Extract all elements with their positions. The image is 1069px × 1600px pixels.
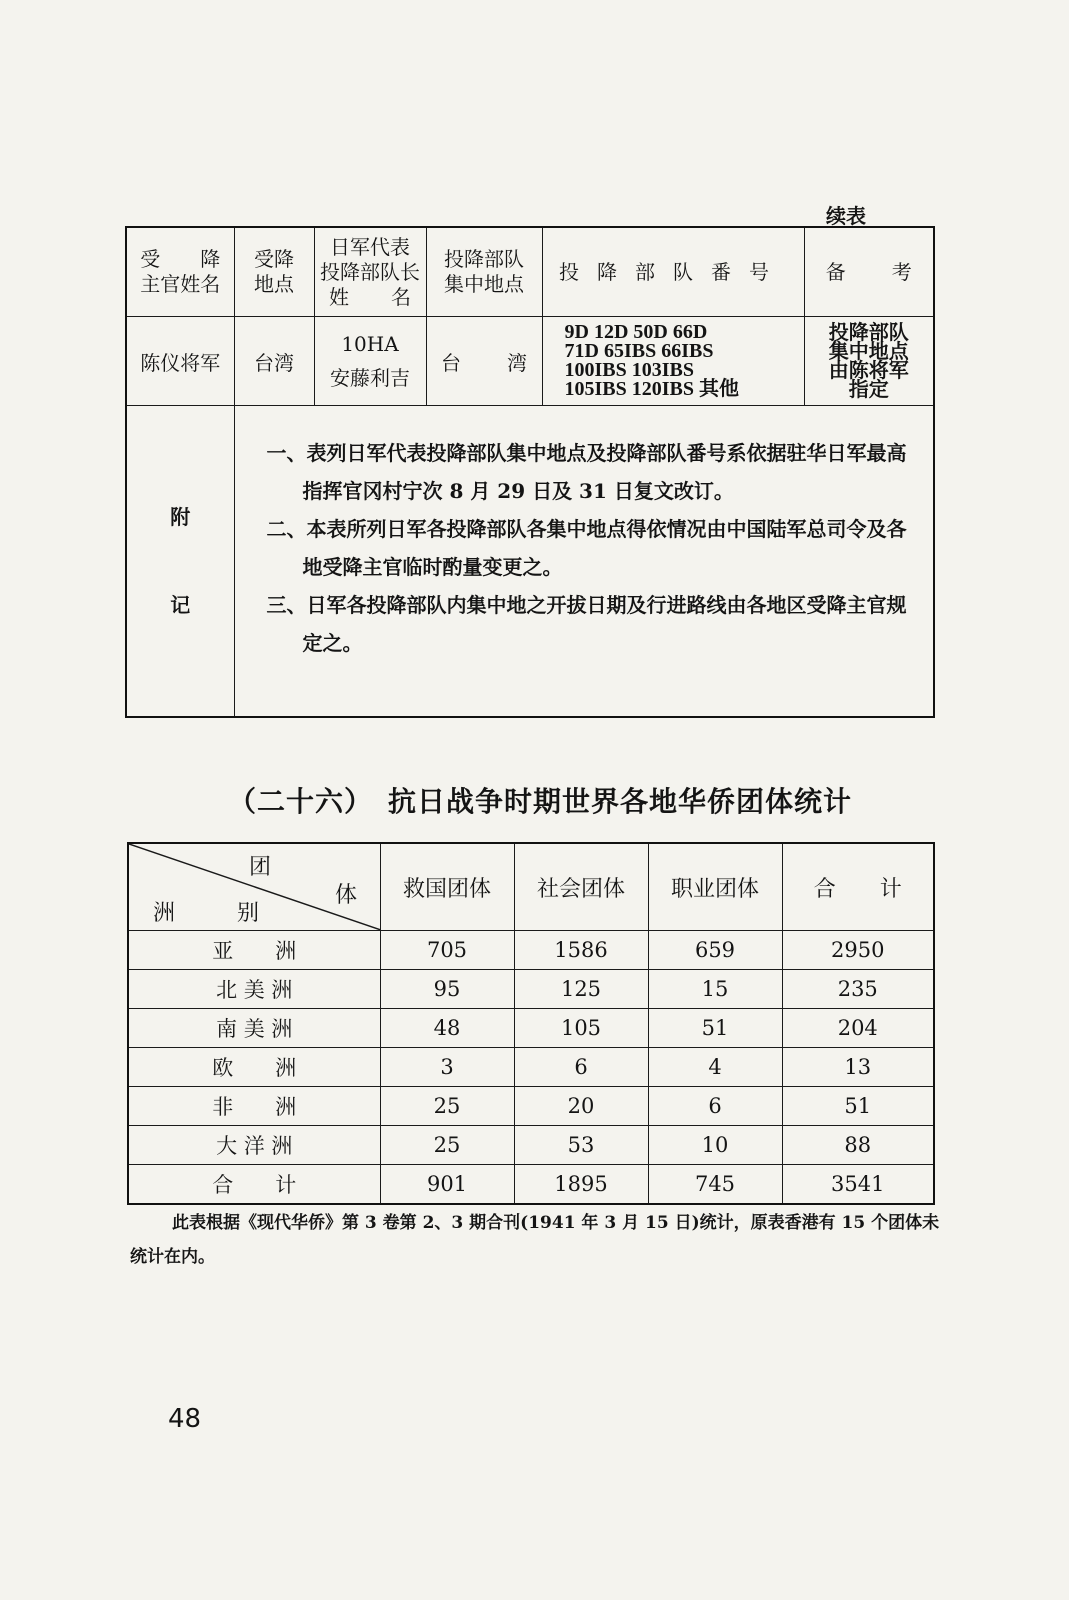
row-name: 南 美 洲: [128, 1009, 380, 1048]
notes-label: 附 记: [126, 406, 234, 718]
table-row: [128, 970, 934, 1009]
cell-value: 1895: [514, 1165, 648, 1205]
continued-label: 续表: [826, 204, 866, 228]
header-location: 受降 地点: [234, 227, 314, 317]
cell-officer: 陈仪将军: [126, 317, 234, 406]
cell-value: 659: [648, 931, 782, 970]
cell-value: 25: [380, 1087, 514, 1126]
cell-value: 6: [514, 1048, 648, 1087]
cell-value: 15: [648, 970, 782, 1009]
cell-value: 745: [648, 1165, 782, 1205]
note-item: 二、本表所列日军各投降部队各集中地点得依情况由中国陆军总司令及各地受降主官临时酌量变更之。: [266, 517, 907, 579]
table-row: [128, 1009, 934, 1048]
col-header: 合 计: [782, 843, 934, 931]
cell-value: 235: [782, 970, 934, 1009]
header-remarks: 备 考: [804, 227, 934, 317]
diag-top-1: 团: [249, 855, 272, 880]
table-row: [128, 1126, 934, 1165]
cell-value: 1586: [514, 931, 648, 970]
row-name: 欧 洲: [128, 1048, 380, 1087]
cell-value: 10: [648, 1126, 782, 1165]
cell-value: 2950: [782, 931, 934, 970]
cell-concentration: 台 湾: [426, 317, 542, 406]
header-jp-representative: 日军代表 投降部队长 姓 名: [314, 227, 426, 317]
cell-value: 25: [380, 1126, 514, 1165]
col-header: 职业团体: [648, 843, 782, 931]
cell-value: 3541: [782, 1165, 934, 1205]
cell-value: 125: [514, 970, 648, 1009]
cell-value: 3: [380, 1048, 514, 1087]
row-name: 非 洲: [128, 1087, 380, 1126]
cell-value: 4: [648, 1048, 782, 1087]
diagonal-header: [128, 843, 380, 931]
cell-value: 105: [514, 1009, 648, 1048]
page-number: 48: [168, 1404, 202, 1434]
cell-value: 51: [648, 1009, 782, 1048]
diag-bottom-1: 洲: [153, 901, 176, 926]
table2-title: （二十六） 抗日战争时期世界各地华侨团体统计: [228, 785, 853, 818]
cell-value: 6: [648, 1087, 782, 1126]
table-row: [128, 1087, 934, 1126]
row-name: 大 洋 洲: [128, 1126, 380, 1165]
overseas-chinese-table: [127, 842, 935, 1205]
header-units: 投降部队番号: [542, 227, 804, 317]
header-officer: 受 降 主官姓名: [126, 227, 234, 317]
cell-value: 48: [380, 1009, 514, 1048]
note-item: 三、日军各投降部队内集中地之开拔日期及行进路线由各地区受降主官规定之。: [266, 593, 907, 655]
cell-value: 88: [782, 1126, 934, 1165]
row-name: 合 计: [128, 1165, 380, 1205]
table-row-total: [128, 1165, 934, 1205]
cell-value: 51: [782, 1087, 934, 1126]
cell-value: 705: [380, 931, 514, 970]
cell-value: 95: [380, 970, 514, 1009]
cell-value: 204: [782, 1009, 934, 1048]
table-row: [128, 1048, 934, 1087]
footnote: 此表根据《现代华侨》第 3 卷第 2、3 期合刊(1941 年 3 月 15 日)统计，原表香港有 15 个团体未统计在内。: [130, 1213, 940, 1267]
diag-bottom-2: 别: [237, 901, 260, 926]
table-row: [128, 931, 934, 970]
header-concentration: 投降部队 集中地点: [426, 227, 542, 317]
row-name: 北 美 洲: [128, 970, 380, 1009]
diag-top-2: 体: [335, 883, 358, 908]
cell-location: 台湾: [234, 317, 314, 406]
col-header: 社会团体: [514, 843, 648, 931]
cell-jp-representative: 10HA 安藤利吉: [314, 317, 426, 406]
cell-value: 20: [514, 1087, 648, 1126]
row-name: 亚 洲: [128, 931, 380, 970]
cell-remarks: 投降部队 集中地点 由陈将军 指定: [804, 317, 934, 406]
col-header: 救国团体: [380, 843, 514, 931]
note-item: 一、表列日军代表投降部队集中地点及投降部队番号系依据驻华日军最高指挥官冈村宁次 8 月 29 日及 31 日复文改订。: [266, 441, 907, 503]
cell-value: 901: [380, 1165, 514, 1205]
surrender-table: [125, 226, 935, 718]
notes-body: [234, 406, 934, 718]
cell-units: 9D 12D 50D 66D 71D 65IBS 66IBS 100IBS 103IBS 105IBS 120IBS 其他: [542, 317, 804, 406]
cell-value: 53: [514, 1126, 648, 1165]
cell-value: 13: [782, 1048, 934, 1087]
